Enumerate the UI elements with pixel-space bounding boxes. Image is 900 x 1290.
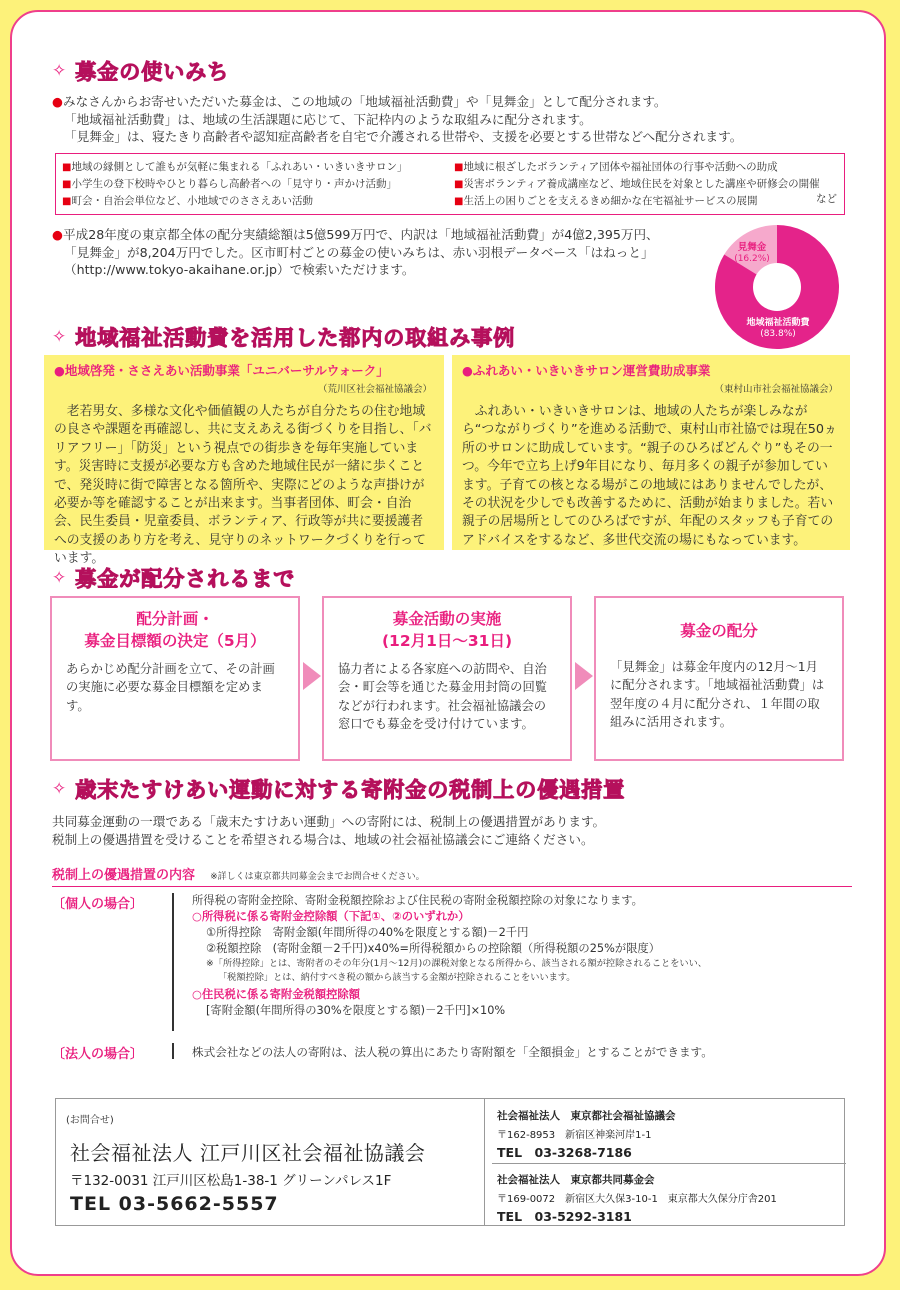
- step-description: 「見舞金」は募金年度内の12月～1月に配分されます。「地域福祉活動費」は翌年度の４月に配分され、１年間の取組みに活用されます。: [610, 660, 825, 730]
- sparkle-icon: ✧: [52, 61, 68, 81]
- sparkle-icon: ✧: [52, 327, 68, 347]
- personal-tax-details: 所得税の寄附金控除、寄附金税額控除および住民税の寄附金税額控除の対象になります。 ○所得税に係る寄附金控除額（下記①、②のいずれか） ①所得控除 寄附金額(年間所得の40%を限度とする額)－2千円 ②税額控除 (寄附金額－2千円)x40%=所得税額からの控除額（所得税額の25%が限度） ※「所得控除」とは、寄附者のその年分(1月～12月)の課税対象となる所得から、該当される額が控除されることをいい、 「税額控除」とは、納付すべき税の額から該当する金額が控除されることをいいます。 ○住民税に係る寄附金税額控除額 [寄附金額(年間所得の30%を限度とする額)－2千円]×10%: [192, 894, 707, 1017]
- sparkle-icon: ✧: [52, 568, 68, 588]
- pie-label-chiiki: 地域福祉活動費: [746, 318, 810, 328]
- example-body: ふれあい・いきいきサロンは、地域の人たちが楽しみながら“つながりづくり”を進める活動で、東村山市社協では現在50ヵ所のサロンに助成しています。“親子のひろばどんぐり”もその一つ。今年で立ち上げ9年目になり、毎月多くの親子が参加しています。子育ての核となる場がこの地域にはありませんでしたが、その状況を少しでも改善するために、活動が始まりました。若い親子の居場所としてのひろばですが、年配のスタッフも子育てのアドバイスをするなど、多世代交流の場にもなっています。: [462, 404, 837, 548]
- usage-intro: ●みなさんからお寄せいただいた募金は、この地域の「地域福祉活動費」や「見舞金」として配分されます。 「地域福祉活動費」は、地域の生活課題に応じて、下記枠内のような取組みに配分されます。 「見舞金」は、寝たきり高齢者や認知症高齢者を自宅で介護される世帯や、支援を必要とする世帯などへ配分されます。: [52, 94, 743, 144]
- process-step-1: 配分計画・ 募金目標額の決定（5月） あらかじめ配分計画を立て、その計画の実施に必要な募金目標額を定めます。: [50, 596, 300, 761]
- example-card-right: [452, 355, 850, 550]
- example-card-left: [44, 355, 444, 567]
- pie-center-hole: [753, 263, 801, 311]
- divider: [172, 1043, 174, 1059]
- personal-case-label: 〔個人の場合〕: [52, 897, 144, 912]
- etc-label: など: [816, 193, 837, 205]
- org1-address: 〒162-8953 新宿区神楽河岸1-1: [497, 1130, 652, 1141]
- org1-name: 社会福祉法人 東京都社会福祉協議会: [497, 1110, 676, 1122]
- arrow-right-icon: [575, 662, 593, 690]
- divider: [492, 1163, 846, 1164]
- example-org: （東村山市社会福祉協議会）: [714, 384, 838, 395]
- main-org-address: 〒132-0031 江戸川区松島1-38-1 グリーンパレス1F: [70, 1173, 392, 1189]
- section-heading-process: ✧ 募金が配分されるまで: [52, 567, 296, 591]
- example-title: ●地域啓発・ささえあい活動事業「ユニバーサルウォーク」: [54, 363, 389, 378]
- sparkle-icon: ✧: [52, 779, 68, 799]
- divider: [484, 1099, 485, 1225]
- process-step-2: 募金活動の実施 (12月1日～31日) 協力者による各家庭への訪問や、自治会・町会等を通じた募金用封筒の回覧などが行われます。社会福祉協議会の窓口でも募金を受け付けています。: [322, 596, 572, 761]
- list-item: ■生活上の困りごとを支えるきめ細かな在宅福祉サービスの展開: [454, 195, 758, 207]
- corporate-case-label: 〔法人の場合〕: [52, 1047, 144, 1062]
- allocation-pie-chart: [712, 222, 842, 352]
- example-body: 老若男女、多様な文化や価値観の人たちが自分たちの住む地域の良さや課題を再確認し、共に支えあえる街づくりを目指し、「バリアフリー」「防災」という視点での街歩きを毎年実施しています。災害時に支援が必要な方も含めた地域住民が一緒に歩くことで、発災時に街で障害となる箇所や、実際にどのような声掛けが必要か等を確認することが出来ます。当事者団体、町会・自治会、民生委員・児童委員、ボランティア、行政等が共に要援護者への支援のあり方を考え、見守りのネットワークづくりを行っています。: [54, 404, 432, 567]
- example-org: （荒川区社会福祉協議会）: [317, 384, 432, 395]
- pie-value-mimaikin: (16.2%): [734, 254, 770, 264]
- main-org-phone[interactable]: TEL 03-5662-5557: [70, 1193, 279, 1215]
- org2-phone[interactable]: TEL 03-5292-3181: [497, 1209, 632, 1224]
- org1-phone[interactable]: TEL 03-3268-7186: [497, 1145, 632, 1160]
- arrow-right-icon: [303, 662, 321, 690]
- list-item: ■町会・自治会単位など、小地域でのささえあい活動: [62, 195, 313, 207]
- tax-subheading: 税制上の優遇措置の内容 ※詳しくは東京都共同募金会までお問合せください。: [52, 864, 852, 887]
- activity-list-right: [454, 159, 820, 210]
- section-heading-examples: ✧ 地域福祉活動費を活用した都内の取組み事例: [52, 326, 516, 350]
- tax-intro: 共同募金運動の一環である「歳末たすけあい運動」への寄附には、税制上の優遇措置があります。 税制上の優遇措置を受けることを希望される場合は、地域の社会福祉協議会にご連絡ください。: [52, 814, 606, 847]
- activity-examples-box: [55, 153, 845, 215]
- divider: [172, 893, 174, 1031]
- step-description: 協力者による各家庭への訪問や、自治会・町会等を通じた募金用封筒の回覧などが行われます。社会福祉協議会の窓口でも募金を受け付けています。: [338, 662, 548, 732]
- org2-address: 〒169-0072 新宿区大久保3-10-1 東京都大久保分庁舎201: [497, 1194, 777, 1205]
- step-description: あらかじめ配分計画を立て、その計画の実施に必要な募金目標額を定めます。: [66, 662, 275, 713]
- list-item: ■災害ボランティア養成講座など、地域住民を対象とした講座や研修会の開催: [454, 178, 820, 190]
- activity-list-left: [62, 159, 407, 210]
- allocation-summary: ●平成28年度の東京都全体の配分実績総額は5億599万円で、内訳は「地域福祉活動費」が4億2,395万円、 「見舞金」が8,204万円でした。区市町村ごとの募金の使いみちは、赤い羽根データベース「はねっと」 （http://www.tokyo-akaihane.or.jp）で検索いただけます。: [52, 227, 659, 277]
- list-item: ■小学生の登下校時やひとり暮らし高齢者への「見守り・声かけ活動」: [62, 178, 397, 190]
- bullet-icon: ●: [52, 227, 63, 242]
- contact-box: [55, 1098, 845, 1226]
- process-step-3: 募金の配分 「見舞金」は募金年度内の12月～1月に配分されます。「地域福祉活動費」は翌年度の４月に配分され、１年間の取組みに活用されます。: [594, 596, 844, 761]
- pie-value-chiiki: (83.8%): [760, 329, 796, 339]
- section-heading-usage: ✧ 募金の使いみち: [52, 60, 230, 84]
- list-item: ■地域に根ざしたボランティア団体や福祉団体の行事や活動への助成: [454, 161, 778, 173]
- list-item: ■地域の縁側として誰もが気軽に集まれる「ふれあい・いきいきサロン」: [62, 161, 408, 173]
- corporate-tax-details: 株式会社などの法人の寄附は、法人税の算出にあたり寄附額を「全額損金」とすることができます。: [192, 1045, 713, 1059]
- pie-label-mimaikin: 見舞金: [737, 242, 767, 253]
- section-heading-tax: ✧ 歳末たすけあい運動に対する寄附金の税制上の優遇措置: [52, 778, 626, 802]
- inquiry-label: (お問合せ): [66, 1115, 114, 1126]
- example-title: ●ふれあい・いきいきサロン運営費助成事業: [462, 363, 711, 378]
- main-org-name: 社会福祉法人 江戸川区社会福祉協議会: [70, 1141, 426, 1165]
- org2-name: 社会福祉法人 東京都共同募金会: [497, 1174, 655, 1186]
- bullet-icon: ●: [52, 94, 63, 109]
